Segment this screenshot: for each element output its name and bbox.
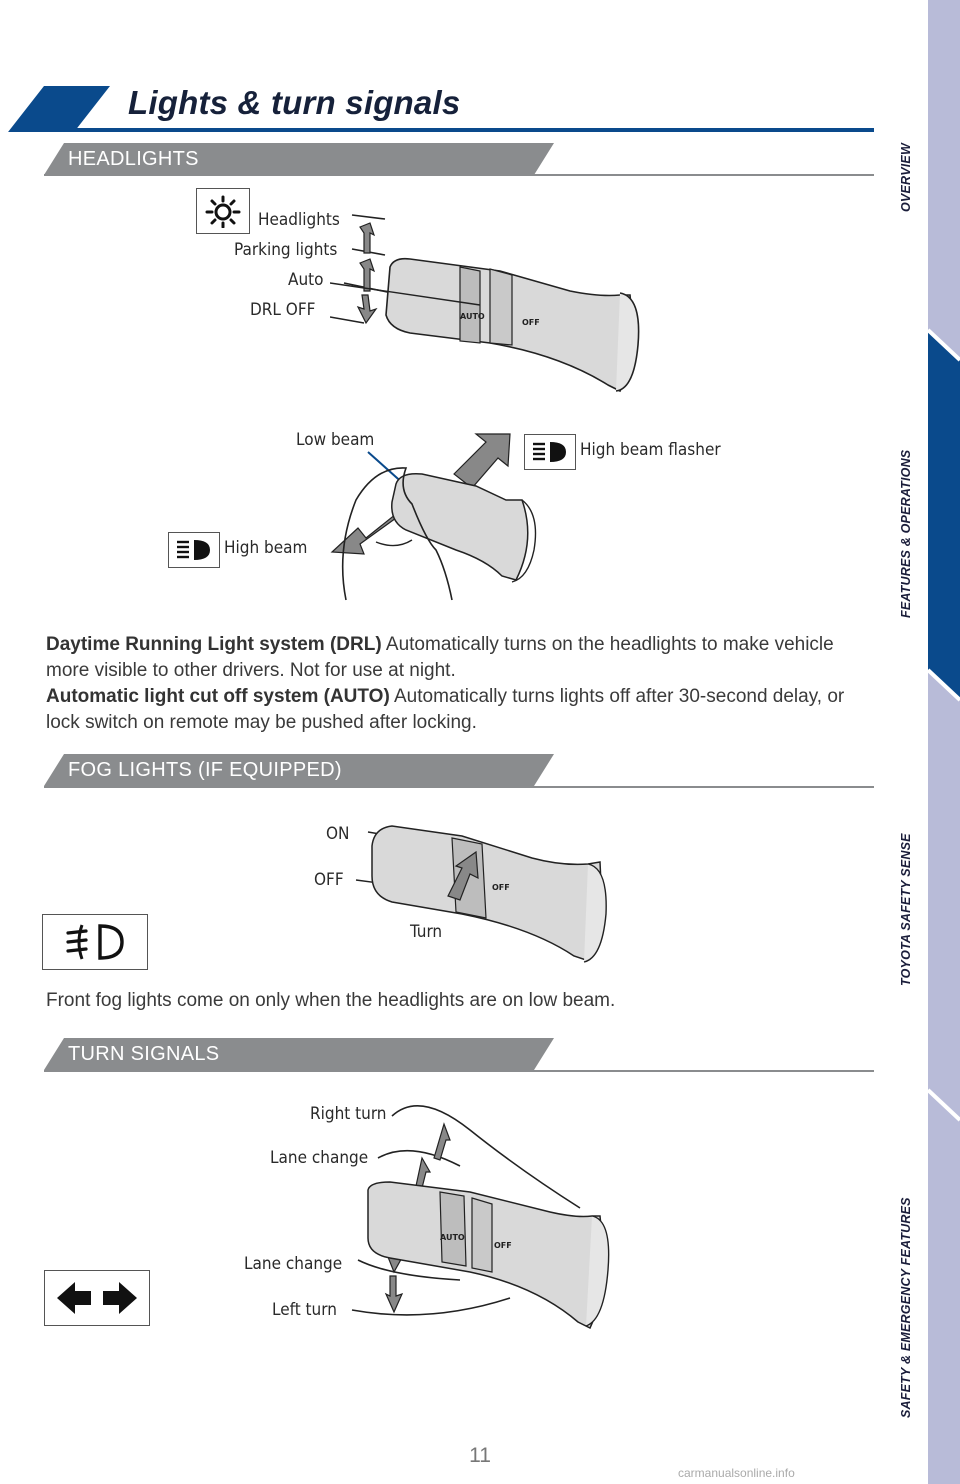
watermark: carmanualsonline.info xyxy=(678,1466,795,1480)
stalk-marking-auto: AUTO xyxy=(460,312,485,321)
hand-on-stalk-illustration xyxy=(326,430,550,602)
section-title-fog: FOG LIGHTS (IF EQUIPPED) xyxy=(68,759,342,781)
stalk-marking-off: OFF xyxy=(522,318,540,327)
label-left-turn: Left turn xyxy=(272,1300,337,1320)
label-fog-on: ON xyxy=(326,824,350,844)
turn-signal-arrows-icon xyxy=(44,1270,150,1326)
section-rule xyxy=(44,174,874,176)
title-stripe xyxy=(8,86,110,132)
high-beam-icon xyxy=(168,532,220,568)
tab-safety-emergency-features[interactable]: SAFETY & EMERGENCY FEATURES xyxy=(899,1197,913,1418)
title-rule xyxy=(44,128,874,132)
section-title-turn-signals: TURN SIGNALS xyxy=(68,1043,220,1065)
label-lane-change-down: Lane change xyxy=(244,1254,343,1274)
label-headlights: Headlights xyxy=(258,210,340,230)
fog-stalk-illustration xyxy=(352,818,612,968)
label-high-beam: High beam xyxy=(224,538,308,558)
label-fog-off: OFF xyxy=(314,870,344,890)
auto-description: Automatically turns lights off after 30-second delay, or lock switch on remote may be pushed after locking. xyxy=(46,686,845,733)
label-parking-lights: Parking lights xyxy=(234,240,338,260)
drl-term: Daytime Running Light system (DRL) xyxy=(46,634,382,655)
section-title-headlights: HEADLIGHTS xyxy=(68,148,199,170)
label-lane-change-up: Lane change xyxy=(270,1148,369,1168)
tab-toyota-safety-sense[interactable]: TOYOTA SAFETY SENSE xyxy=(899,833,913,986)
label-fog-turn: Turn xyxy=(410,922,443,942)
tab-features-operations[interactable]: FEATURES & OPERATIONS xyxy=(899,449,913,618)
fog-light-icon xyxy=(42,914,148,970)
section-rule xyxy=(44,1070,874,1072)
page-title: Lights & turn signals xyxy=(128,84,461,121)
label-auto: Auto xyxy=(288,270,324,290)
auto-term: Automatic light cut off system (AUTO) xyxy=(46,686,390,707)
label-drl-off: DRL OFF xyxy=(250,300,316,320)
page-number: 11 xyxy=(469,1444,491,1467)
label-right-turn: Right turn xyxy=(310,1104,387,1124)
headlight-stalk-illustration xyxy=(330,205,650,395)
turn-stalk-marking-auto: AUTO xyxy=(440,1233,465,1242)
label-low-beam: Low beam xyxy=(296,430,375,450)
fog-stalk-marking-off: OFF xyxy=(492,883,510,892)
turn-signal-stalk-illustration xyxy=(350,1100,620,1330)
turn-stalk-marking-off: OFF xyxy=(494,1241,512,1250)
headlight-icon xyxy=(196,188,250,234)
tab-overview[interactable]: OVERVIEW xyxy=(899,143,913,212)
fog-description: Front fog lights come on only when the headlights are on low beam. xyxy=(46,990,616,1011)
section-rule xyxy=(44,786,874,788)
drl-paragraph xyxy=(46,632,866,736)
label-high-beam-flasher: High beam flasher xyxy=(580,440,721,460)
chapter-tab-dividers xyxy=(928,0,960,1484)
drl-description: Automatically turns on the headlights to make vehicle more visible to other drivers. Not for use at night. xyxy=(46,634,834,681)
